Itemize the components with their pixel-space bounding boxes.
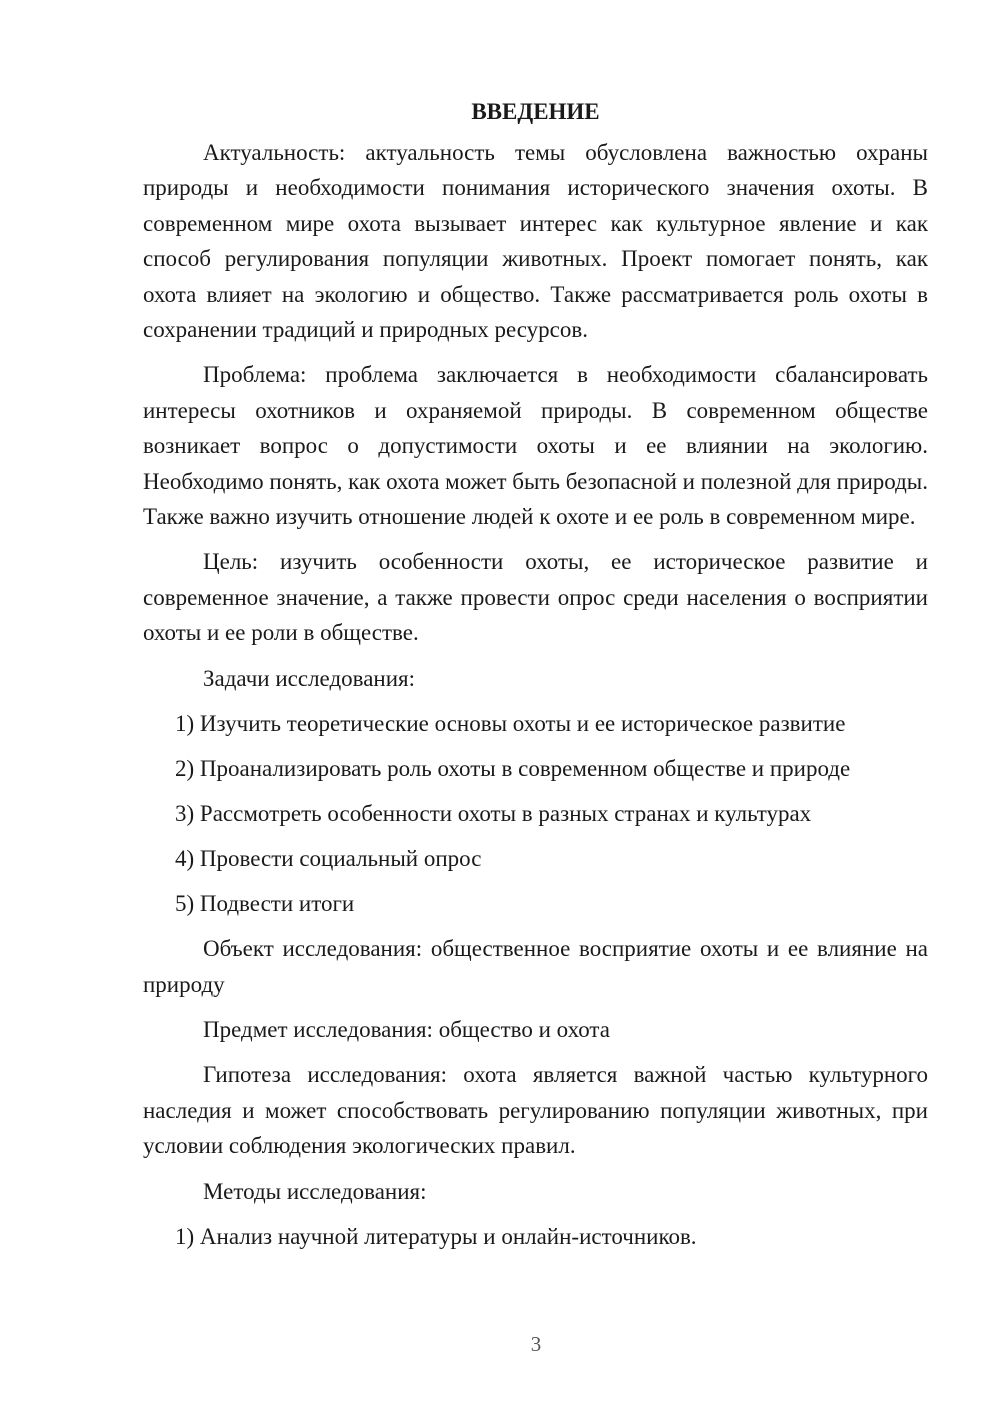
- task-item-5: 5) Подвести итоги: [175, 891, 355, 917]
- relevance-paragraph: Актуальность: актуальность темы обусловлена важностью охраны природы и необходимости понимания исторического значения охоты. В современном мире охота вызывает интерес как культурное явление и как способ регулирования популяции животных. Проект помогает понять, как охота влияет на экологию и общество. Также рассматривается роль охоты в сохранении традиций и природных ресурсов.: [143, 140, 928, 343]
- problem-paragraph: Проблема: проблема заключается в необходимости сбалансировать интересы охотников и охраняемой природы. В современном обществе возникает вопрос о допустимости охоты и ее влиянии на экологию. Необходимо понять, как охота может быть безопасной и полезной для природы. Также важно изучить отношение людей к охоте и ее роль в современном мире.: [143, 362, 928, 530]
- methods-list: [143, 1219, 928, 1254]
- hypothesis-paragraph: Гипотеза исследования: охота является важной частью культурного наследия и может способствовать регулированию популяции животных, при условии соблюдения экологических правил.: [143, 1062, 928, 1159]
- object-paragraph: Объект исследования: общественное восприятие охоты и ее влияние на природу: [143, 936, 928, 997]
- page-content: [143, 94, 928, 1264]
- methods-heading: Методы исследования:: [203, 1178, 427, 1204]
- page-title: ВВЕДЕНИЕ: [471, 99, 600, 124]
- subject-paragraph: Предмет исследования: общество и охота: [203, 1016, 610, 1042]
- goal-paragraph: Цель: изучить особенности охоты, ее историческое развитие и современное значение, а также провести опрос среди населения о восприятии охоты и ее роли в обществе.: [143, 549, 928, 646]
- tasks-list: [143, 706, 928, 921]
- page-number: 3: [530, 1332, 542, 1356]
- task-item-2: 2) Проанализировать роль охоты в современном обществе и природе: [175, 756, 851, 782]
- method-item-1: 1) Анализ научной литературы и онлайн-источников.: [175, 1223, 697, 1249]
- tasks-heading: Задачи исследования:: [203, 665, 416, 691]
- task-item-4: 4) Провести социальный опрос: [175, 846, 482, 872]
- task-item-1: 1) Изучить теоретические основы охоты и ее историческое развитие: [175, 711, 846, 737]
- task-item-3: 3) Рассмотреть особенности охоты в разных странах и культурах: [175, 801, 812, 827]
